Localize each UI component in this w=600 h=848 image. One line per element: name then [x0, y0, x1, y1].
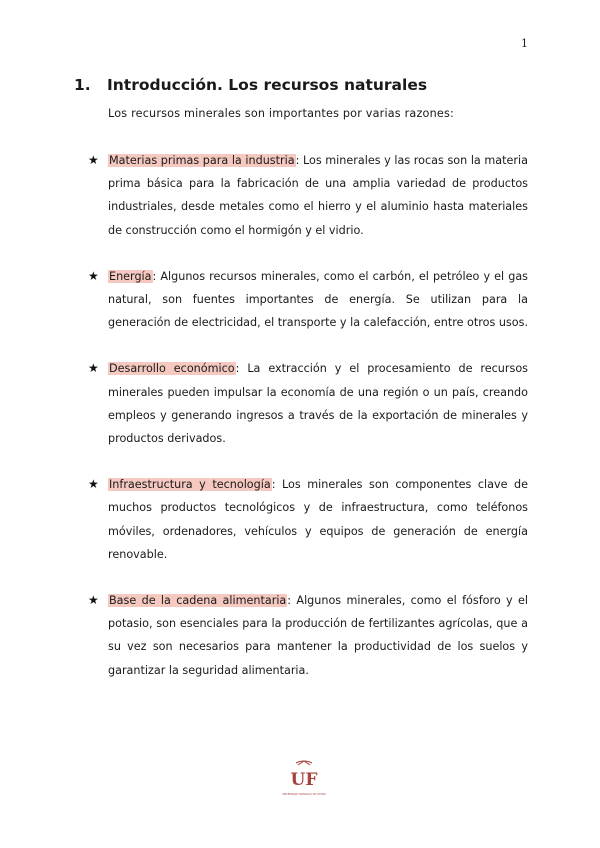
- list-item: [88, 149, 528, 242]
- star-bullet-icon: ★: [88, 361, 99, 376]
- item-text: : La extracción y el procesamiento de recursos minerales pueden impulsar la economía de una región o un país, creando empleos y generando ingresos a través de la exportación de minerales y productos derivados.: [108, 362, 528, 446]
- list-item: [88, 589, 528, 682]
- list-item: [88, 473, 528, 566]
- section-heading: [74, 76, 534, 94]
- page-number: 1: [521, 37, 528, 50]
- list-item: [88, 357, 528, 450]
- item-text: : Algunos recursos minerales, como el carbón, el petróleo y el gas natural, son fuentes importantes de energía. Se utilizan para la generación de electricidad, el transporte y la calefacción, entre otros usos.: [108, 269, 528, 330]
- highlighted-term: Materias primas para la industria: [109, 154, 295, 167]
- star-bullet-icon: ★: [88, 593, 99, 608]
- list-item: [88, 265, 528, 335]
- section-title: Introducción. Los recursos naturales: [107, 76, 428, 94]
- logo-emblem-icon: [296, 761, 312, 765]
- highlighted-term: Desarrollo económico: [109, 362, 235, 376]
- star-bullet-icon: ★: [88, 153, 99, 167]
- star-bullet-icon: ★: [88, 477, 99, 492]
- star-bullet-icon: ★: [88, 268, 99, 283]
- intro-paragraph: Los recursos minerales son importantes por varias razones:: [108, 107, 454, 120]
- item-text: : Algunos minerales, como el fósforo y el potasio, son esenciales para la producción de fertilizantes agrícolas, que a su vez son necesarios para mantener la productividad de los suelos y garantizar la seguridad alimentaria.: [108, 594, 528, 677]
- highlighted-term: Energía: [109, 269, 152, 283]
- university-logo: [276, 759, 332, 799]
- item-text: : Los minerales y las rocas son la materia prima básica para la fabricación de una amplia variedad de productos industriales, desde metales como el hierro y el aluminio hasta materiales de construcción como el hormigón y el vidrio.: [108, 154, 528, 237]
- item-text: : Los minerales son componentes clave de muchos productos tecnológicos y de infraestructura, como teléfonos móviles, ordenadores, vehículos y equipos de generación de energía renovable.: [108, 478, 528, 561]
- logo-monogram: UF: [290, 770, 318, 790]
- reasons-list: [88, 149, 528, 705]
- highlighted-term: Base de la cadena alimentaria: [109, 594, 287, 608]
- logo-caption: UNIVERSIDAD FRANCISCO DE VITORIA: [282, 793, 326, 796]
- highlighted-term: Infraestructura y tecnología: [109, 478, 271, 492]
- section-number: 1.: [74, 76, 91, 94]
